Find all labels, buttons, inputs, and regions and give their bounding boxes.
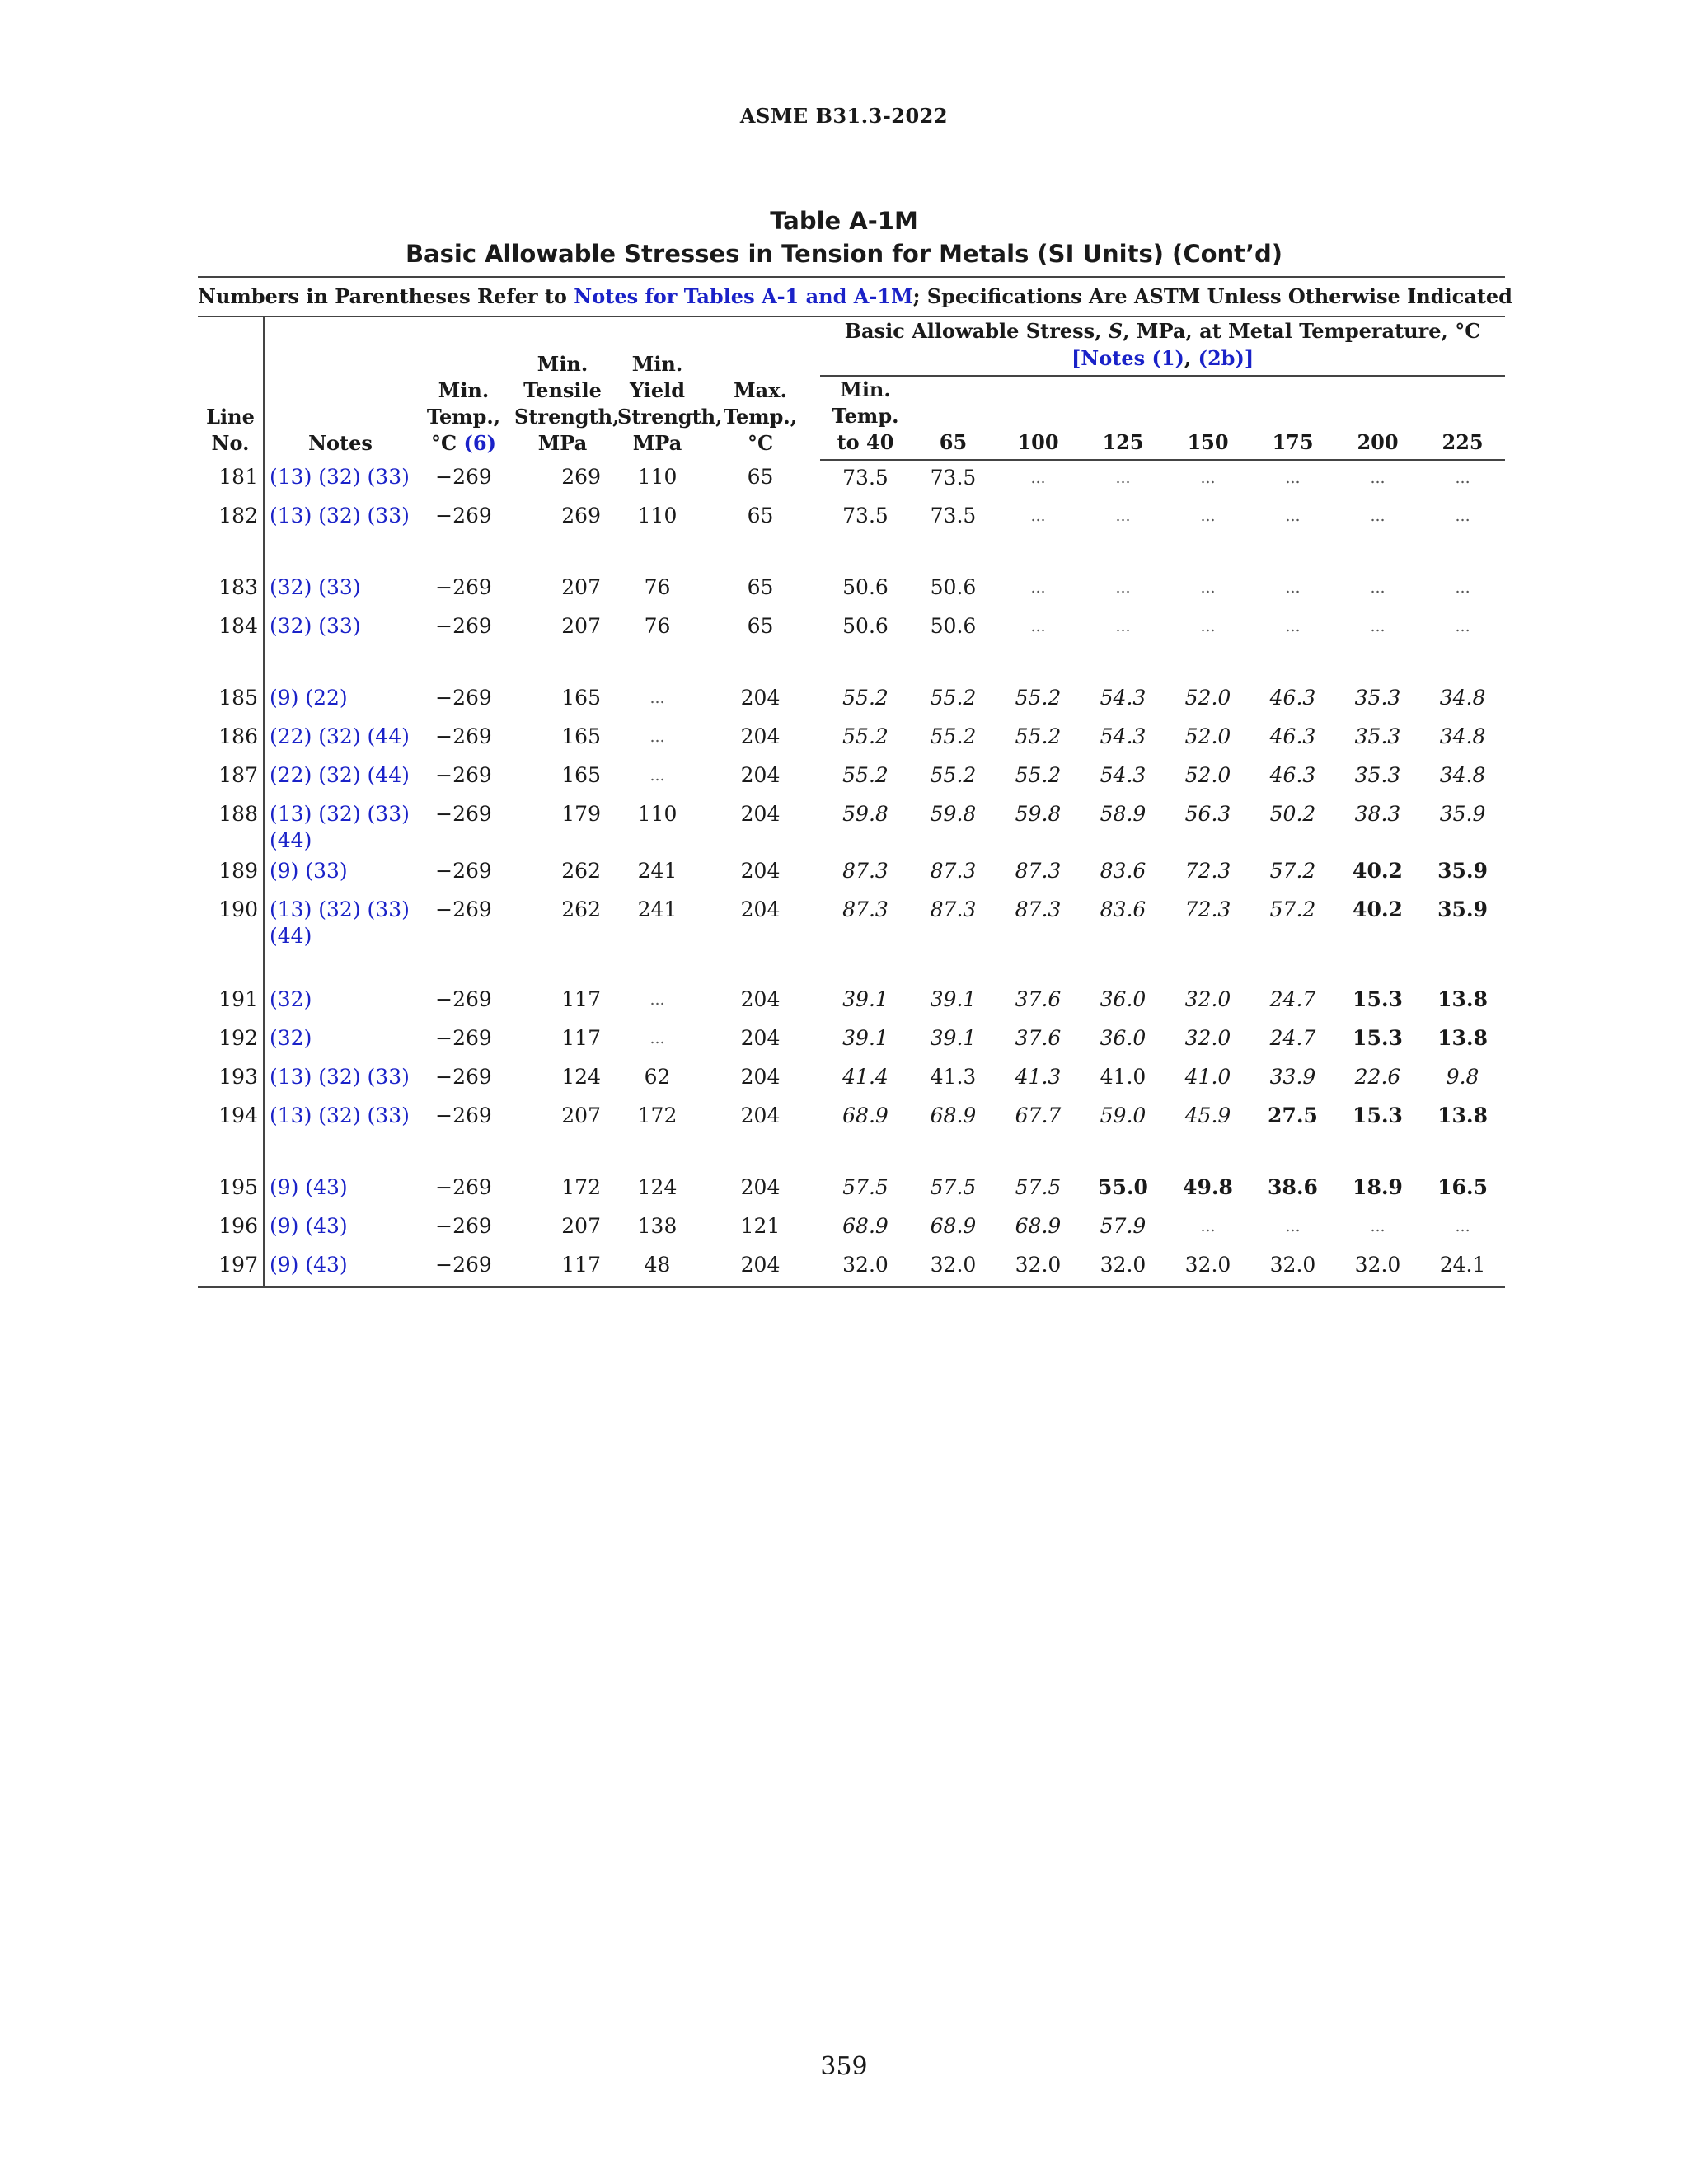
stress-value: ... [1200,579,1216,597]
table-body [198,460,1505,1287]
min-yield-cell: 110 [637,504,678,527]
stress-value: 24.7 [1269,1026,1316,1050]
stress-value: 55.2 [1015,686,1062,710]
max-temp-cell: 121 [740,1214,781,1238]
stress-value: 54.3 [1100,724,1146,748]
min-tensile-cell: 207 [561,1214,601,1238]
stress-value: 27.5 [1268,1104,1318,1127]
stress-value: 36.0 [1100,987,1146,1011]
max-temp-cell: 204 [740,724,781,748]
min-temp-cell: −269 [435,686,492,710]
stress-value: 15.3 [1353,1104,1403,1127]
note-6-link[interactable]: (6) [463,431,496,455]
min-yield-cell: ... [649,991,665,1009]
stress-value: 73.5 [930,504,977,527]
stress-value: 73.5 [930,466,977,490]
stress-value: ... [1030,507,1046,525]
table-row [198,1248,1505,1287]
stress-value: ... [1370,469,1386,487]
stress-value: 45.9 [1184,1104,1231,1127]
stress-value: 46.3 [1269,763,1316,787]
table-row [198,719,1505,758]
notes-cell[interactable]: (32) (33) [270,614,361,638]
stress-value: 72.3 [1184,859,1231,883]
stress-value: 32.0 [911,1248,996,1287]
stress-value: 34.8 [1439,686,1486,710]
stress-value: 52.0 [1184,763,1231,787]
stress-value: 32.0 [820,1248,911,1287]
min-yield-cell: 241 [637,898,678,921]
stress-value: 50.6 [842,614,889,638]
stress-table-container [198,276,1512,1288]
stress-value: 36.0 [1100,1026,1146,1050]
table-number: Table A-1M [770,207,918,235]
stress-value: ... [1115,469,1131,487]
line-number: 187 [198,758,264,797]
notes-cell[interactable]: (9) (22) [270,686,348,710]
min-yield-cell: 76 [644,575,671,599]
max-temp-cell: 204 [740,1175,781,1199]
line-number: 185 [198,681,264,719]
line-number: 192 [198,1021,264,1060]
stress-value: ... [1285,1217,1301,1235]
stress-value: 41.3 [1015,1065,1062,1089]
stress-value: ... [1455,579,1470,597]
page-number: 359 [820,2052,868,2081]
min-temp-cell: −269 [435,465,492,489]
stress-value: 39.1 [930,1026,977,1050]
min-temp-cell: −269 [435,575,492,599]
notes-cell[interactable]: (22) (32) (44) [270,724,410,748]
max-temp-cell: 204 [740,898,781,921]
table-row [198,499,1505,537]
min-tensile-cell: 124 [561,1065,601,1089]
min-temp-cell: −269 [435,763,492,787]
stress-value: ... [1285,617,1301,635]
row-spacer [198,1137,1505,1170]
min-temp-cell: −269 [435,614,492,638]
stress-value: 57.5 [842,1175,889,1199]
min-temp-cell: −269 [435,504,492,527]
table-title [0,204,1688,270]
stress-value: 55.2 [842,724,889,748]
notes-cell[interactable]: (9) (43) [270,1175,348,1199]
min-temp-cell: −269 [435,1175,492,1199]
header-temp-175: 175 [1250,376,1335,460]
stress-value: 73.5 [842,466,889,490]
stress-value: 58.9 [1100,802,1146,826]
min-temp-cell: −269 [435,1065,492,1089]
stress-value: 50.6 [930,614,977,638]
header-stress-span [820,317,1505,376]
stress-value: 32.0 [1165,1248,1250,1287]
stress-value: 13.8 [1437,987,1488,1011]
stress-value: ... [1370,617,1386,635]
stress-value: 33.9 [1269,1065,1316,1089]
stress-value: 41.0 [1184,1065,1231,1089]
min-tensile-cell: 269 [561,465,601,489]
min-temp-cell: −269 [435,1026,492,1050]
line-number: 182 [198,499,264,537]
stress-value: 39.1 [842,987,889,1011]
note-2b-link[interactable]: (2b) [1198,346,1245,370]
stress-value: 35.9 [1437,859,1488,883]
stress-value: 22.6 [1354,1065,1401,1089]
min-tensile-cell: 207 [561,614,601,638]
stress-value: 87.3 [930,898,977,921]
stress-value: ... [1115,579,1131,597]
table-row [198,758,1505,797]
stress-value: 55.2 [930,724,977,748]
max-temp-cell: 65 [747,614,774,638]
header-temp-100: 100 [996,376,1081,460]
min-temp-cell: −269 [435,987,492,1011]
stress-value: 35.3 [1354,686,1401,710]
notes-cell[interactable]: (13) (32) (33) [270,504,410,527]
max-temp-cell: 204 [740,802,781,826]
stress-value: 35.9 [1437,898,1488,921]
stress-value: 52.0 [1184,724,1231,748]
min-tensile-cell: 207 [561,1104,601,1127]
stress-value: 59.8 [930,802,977,826]
stress-value: ... [1030,469,1046,487]
min-temp-cell: −269 [435,1214,492,1238]
notes-cell[interactable]: (13) (32) (33) [270,465,410,489]
stress-value: 54.3 [1100,763,1146,787]
stress-span-notes: [Notes (1), (2b)] [1071,346,1254,370]
stress-value: 16.5 [1437,1175,1488,1199]
stress-value: 13.8 [1437,1104,1488,1127]
stress-value: 87.3 [930,859,977,883]
stress-value: ... [1200,617,1216,635]
top-note-suffix: ; Specifications Are ASTM Unless Otherwise Indicated [912,284,1512,308]
min-yield-cell: 110 [637,802,678,826]
stress-value: 50.2 [1269,802,1316,826]
stress-value: ... [1455,617,1470,635]
stress-value: 15.3 [1353,987,1403,1011]
running-head: ASME B31.3-2022 [739,104,949,128]
row-spacer [198,648,1505,681]
max-temp-cell: 204 [740,987,781,1011]
stress-value: ... [1370,579,1386,597]
stress-value: 68.9 [842,1104,889,1127]
stress-value: 52.0 [1184,686,1231,710]
table-row [198,1170,1505,1209]
min-tensile-cell: 165 [561,724,601,748]
stress-value: 87.3 [842,859,889,883]
stress-value: 32.0 [996,1248,1081,1287]
table-row [198,1021,1505,1060]
min-tensile-cell: 172 [561,1175,601,1199]
stress-value: 39.1 [930,987,977,1011]
stress-value: 18.9 [1353,1175,1403,1199]
header-row-1 [198,317,1505,376]
stress-value: 68.9 [930,1214,977,1238]
table-row [198,854,1505,893]
stress-value: 37.6 [1015,1026,1062,1050]
min-yield-cell: ... [649,1029,665,1047]
notes-cell[interactable]: (32) (33) [270,575,361,599]
max-temp-cell: 65 [747,575,774,599]
notes-cell[interactable]: (13) (32) (33) (44) [270,802,410,852]
stress-value: 57.2 [1269,898,1316,921]
line-number: 196 [198,1209,264,1248]
stress-value: 35.3 [1354,763,1401,787]
stress-value: 50.6 [930,575,977,599]
min-temp-cell: −269 [416,1248,511,1287]
line-number: 194 [198,1099,264,1137]
stress-value: 41.4 [842,1065,889,1089]
stress-value: ... [1030,579,1046,597]
notes-cell[interactable]: (9) (33) [270,859,348,883]
min-tensile-cell: 269 [561,504,601,527]
stress-value: ... [1030,617,1046,635]
min-tensile-cell: 117 [511,1248,614,1287]
stress-value: ... [1285,579,1301,597]
stress-value: 54.3 [1100,686,1146,710]
stress-value: 68.9 [842,1214,889,1238]
stress-value: 49.8 [1183,1175,1233,1199]
min-yield-cell: ... [649,689,665,707]
line-number: 193 [198,1060,264,1099]
line-number: 184 [198,609,264,648]
stress-value: 38.3 [1354,802,1401,826]
line-number: 191 [198,982,264,1021]
line-number: 188 [198,797,264,854]
min-tensile-cell: 207 [561,575,601,599]
min-yield-cell: 172 [637,1104,678,1127]
min-tensile-cell: 179 [561,802,601,826]
stress-value: 59.0 [1100,1104,1146,1127]
stress-value: 34.8 [1439,763,1486,787]
stress-value: 32.0 [1184,1026,1231,1050]
max-temp-cell: 204 [740,1065,781,1089]
table-row [198,1099,1505,1137]
note-1-link[interactable]: (1) [1151,346,1184,370]
table-row [198,1060,1505,1099]
stress-value: 37.6 [1015,987,1062,1011]
stress-span-title: Basic Allowable Stress, S, MPa, at Metal Temperature, °C [844,319,1481,343]
header-min-yield: Min. Yield Strength, MPa [617,352,723,455]
stress-value: 46.3 [1269,686,1316,710]
stress-value: 83.6 [1100,898,1146,921]
min-temp-cell: −269 [435,859,492,883]
stress-value: 39.1 [842,1026,889,1050]
min-yield-cell: 138 [637,1214,678,1238]
header-max-temp: Max. Temp., °C [723,378,798,455]
notes-cell[interactable]: (9) (43) [270,1214,348,1238]
stress-value: 41.3 [930,1065,977,1089]
top-note-prefix: Numbers in Parentheses Refer to [198,284,574,308]
stress-value: 32.0 [1081,1248,1165,1287]
stress-value: ... [1285,507,1301,525]
min-temp-cell: −269 [435,724,492,748]
header-temp-200: 200 [1335,376,1420,460]
stress-table [198,317,1505,1288]
max-temp-cell: 65 [747,465,774,489]
notes-cell[interactable]: (32) [270,987,312,1011]
stress-value: 9.8 [1446,1065,1479,1089]
stress-value: 32.0 [1184,987,1231,1011]
line-number: 183 [198,570,264,609]
min-tensile-cell: 117 [561,987,601,1011]
max-temp-cell: 204 [701,1248,820,1287]
stress-value: 13.8 [1437,1026,1488,1050]
notes-cell[interactable]: (13) (32) (33) [270,1104,410,1127]
table-row [198,797,1505,854]
stress-value: ... [1285,469,1301,487]
stress-value: 24.1 [1420,1248,1505,1287]
min-yield-cell: 76 [644,614,671,638]
stress-value: ... [1200,507,1216,525]
stress-value: 35.9 [1439,802,1486,826]
stress-value: 35.3 [1354,724,1401,748]
min-temp-cell: −269 [435,898,492,921]
stress-value: 83.6 [1100,859,1146,883]
notes-link[interactable]: Notes for Tables A-1 and A-1M [574,284,913,308]
min-tensile-cell: 165 [561,763,601,787]
stress-value: ... [1115,617,1131,635]
min-tensile-cell: 117 [561,1026,601,1050]
stress-value: ... [1200,1217,1216,1235]
stress-value: 55.2 [930,686,977,710]
stress-value: 68.9 [930,1104,977,1127]
max-temp-cell: 65 [747,504,774,527]
stress-value: 87.3 [1015,859,1062,883]
header-temp-min-to-40: Min. Temp. to 40 [820,376,911,460]
header-temp-150: 150 [1165,376,1250,460]
stress-value: 32.0 [1335,1248,1420,1287]
header-line-no: Line No. [198,317,264,460]
table-row [198,570,1505,609]
min-yield-cell: 124 [637,1175,678,1199]
header-temp-125: 125 [1081,376,1165,460]
stress-value: 55.2 [842,763,889,787]
min-tensile-cell: 165 [561,686,601,710]
line-number: 186 [198,719,264,758]
header-min-temp: Min. Temp., °C (6) [426,378,501,455]
stress-value: ... [1455,1217,1470,1235]
notes-cell[interactable]: (13) (32) (33) [270,1065,410,1089]
stress-value: 40.2 [1353,898,1403,921]
stress-value: 73.5 [842,504,889,527]
stress-value: 56.3 [1184,802,1231,826]
line-number: 181 [198,460,264,499]
min-yield-cell: 241 [637,859,678,883]
stress-value: 57.9 [1100,1214,1146,1238]
max-temp-cell: 204 [740,1104,781,1127]
max-temp-cell: 204 [740,1026,781,1050]
stress-value: 87.3 [842,898,889,921]
stress-value: ... [1370,1217,1386,1235]
min-tensile-cell: 262 [561,859,601,883]
line-number: 189 [198,854,264,893]
stress-value: ... [1455,507,1470,525]
stress-value: 24.7 [1269,987,1316,1011]
stress-value: 67.7 [1015,1104,1062,1127]
stress-value: 34.8 [1439,724,1486,748]
max-temp-cell: 204 [740,859,781,883]
line-number: 195 [198,1170,264,1209]
table-row [198,681,1505,719]
stress-value: 55.0 [1098,1175,1148,1199]
max-temp-cell: 204 [740,686,781,710]
line-number: 190 [198,893,264,949]
header-notes: Notes [308,431,373,455]
notes-cell[interactable]: (13) (32) (33) (44) [270,898,410,948]
min-yield-cell: 48 [614,1248,701,1287]
table-row [198,893,1505,949]
notes-cell[interactable]: (22) (32) (44) [270,763,410,787]
notes-cell[interactable]: (9) (43) [264,1248,416,1287]
table-row [198,982,1505,1021]
table-caption: Basic Allowable Stresses in Tension for Metals (SI Units) (Cont’d) [405,240,1283,268]
min-tensile-cell: 262 [561,898,601,921]
stress-value: ... [1455,469,1470,487]
stress-value: 46.3 [1269,724,1316,748]
stress-value: 15.3 [1353,1026,1403,1050]
table-top-note [198,276,1512,317]
stress-value: 57.5 [1015,1175,1062,1199]
header-temp-225: 225 [1420,376,1505,460]
header-temp-65: 65 [911,376,996,460]
min-yield-cell: 110 [637,465,678,489]
table-row [198,460,1505,499]
row-spacer [198,949,1505,982]
stress-value: 59.8 [842,802,889,826]
notes-cell[interactable]: (32) [270,1026,312,1050]
stress-value: 68.9 [1015,1214,1062,1238]
table-row [198,1209,1505,1248]
stress-value: 40.2 [1353,859,1403,883]
line-number: 197 [198,1248,264,1287]
min-temp-cell: −269 [435,1104,492,1127]
stress-value: 59.8 [1015,802,1062,826]
min-yield-cell: 62 [644,1065,671,1089]
table-row [198,609,1505,648]
stress-value: 55.2 [930,763,977,787]
stress-value: ... [1370,507,1386,525]
stress-value: 55.2 [1015,763,1062,787]
stress-value: 87.3 [1015,898,1062,921]
stress-value: 55.2 [1015,724,1062,748]
stress-value: ... [1200,469,1216,487]
min-temp-cell: −269 [435,802,492,826]
stress-value: 57.5 [930,1175,977,1199]
stress-value: 32.0 [1250,1248,1335,1287]
stress-value: ... [1115,507,1131,525]
stress-value: 50.6 [842,575,889,599]
stress-value: 38.6 [1268,1175,1318,1199]
stress-value: 72.3 [1184,898,1231,921]
max-temp-cell: 204 [740,763,781,787]
min-yield-cell: ... [649,728,665,746]
stress-value: 41.0 [1100,1065,1146,1089]
min-yield-cell: ... [649,766,665,785]
row-spacer [198,537,1505,570]
stress-value: 57.2 [1269,859,1316,883]
header-min-tensile: Min. Tensile Strength, MPa [514,352,620,455]
stress-value: 55.2 [842,686,889,710]
